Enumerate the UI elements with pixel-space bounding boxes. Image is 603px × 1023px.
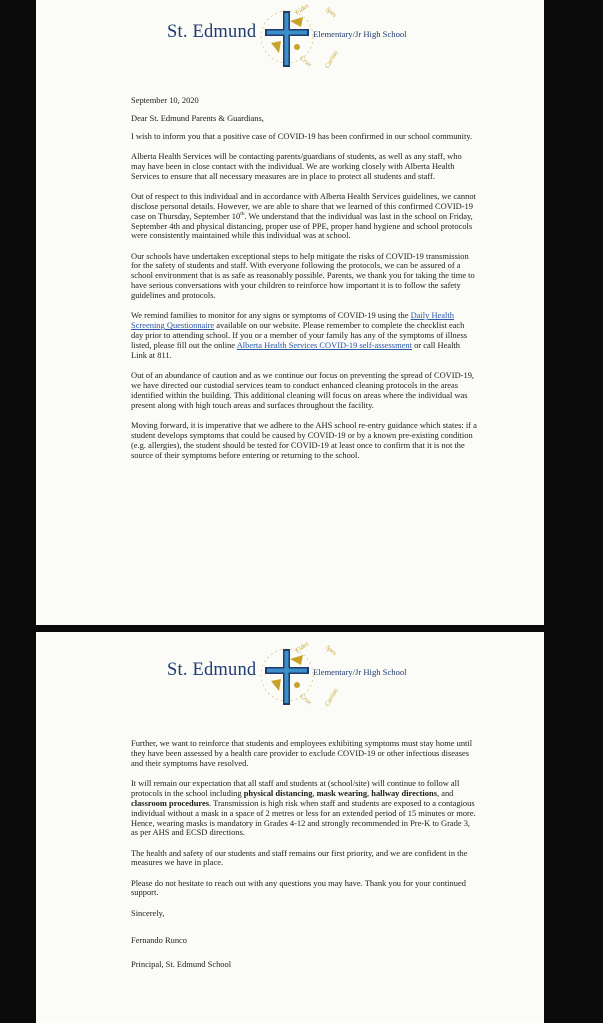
crest-word: Caritas bbox=[323, 49, 340, 70]
school-name: St. Edmund bbox=[167, 22, 257, 42]
paragraph: Out of an abundance of caution and as we continue our focus on preventing the spread of COVID-19, we have directed our custodial services team to conduct enhanced cleaning protocols in the areas identified within the building. This additional cleaning will focus on areas where the individual was present along with high touch areas and surfaces throughout the facility. bbox=[131, 369, 475, 410]
bold-run: classroom procedures bbox=[131, 797, 210, 808]
crest-word: Crux bbox=[298, 692, 313, 707]
salutation: Dear St. Edmund Parents & Guardians, bbox=[131, 112, 264, 123]
paragraph: Please do not hesitate to reach out with any questions you may have. Thank you for your continued support. bbox=[131, 877, 466, 898]
crest-word: Spes bbox=[324, 5, 338, 20]
letter-body-2 bbox=[131, 739, 477, 980]
letter-page-1 bbox=[36, 0, 544, 625]
paragraph bbox=[131, 779, 477, 838]
paragraph: Further, we want to reinforce that students and employees exhibiting symptoms must stay home until they have been assessed by a health care provider to exclude COVID-19 or other infectious diseases and their symptoms have resolved. bbox=[131, 738, 473, 768]
text-run: or call Health Link at 811. bbox=[131, 339, 460, 360]
text-run: Out of respect to this individual and in accordance with Alberta Health Services guidelines, we cannot disclose personal details. However, we are able to share that we learned of this confirmed COVID-19 case on Thursday, September 10 bbox=[131, 190, 476, 221]
bold-run: mask wearing bbox=[316, 787, 368, 798]
paragraph: Moving forward, it is imperative that we adhere to the AHS school re-entry guidance which states: if a student develops symptoms that could be caused by COVID-19 or by a known pre-existing condition (e.g. allergies), the student should be tested for COVID-19 at least once to confirm that it is not the source of their symptoms before entering or returning to the school. bbox=[131, 419, 477, 460]
crest-word: Fides bbox=[294, 640, 311, 655]
paragraph: I wish to inform you that a positive case of COVID-19 has been confirmed in our school community. bbox=[131, 130, 473, 141]
letter-page-2 bbox=[36, 632, 544, 1023]
bold-run: physical distancing bbox=[243, 787, 313, 798]
crest-word: Spes bbox=[324, 643, 338, 658]
signer-title: Principal, St. Edmund School bbox=[131, 959, 232, 970]
crest-word: Fides bbox=[294, 2, 311, 17]
paragraph: Alberta Health Services will be contacting parents/guardians of students, as well as any staff, who may have been in close contact with the individual. We are working closely with Alberta Health Services to ensure that all necessary measures are in place to protect all students and staff. bbox=[131, 150, 462, 181]
paragraph: The health and safety of our students and staff remains our first priority, and we are confident in the measures we have in place. bbox=[131, 847, 468, 868]
text-run: , bbox=[312, 787, 317, 798]
ahs-self-assessment-link[interactable]: Alberta Health Services COVID-19 self-assessment bbox=[236, 339, 412, 350]
bold-run: hallway directions bbox=[371, 787, 437, 798]
school-name: St. Edmund bbox=[167, 660, 257, 680]
letterhead bbox=[36, 638, 544, 718]
text-run: . Transmission is high risk when staff and students are exposed to a contagious individual without a mask in a space of 2 metres or less for an extended period of 15 minutes or more. Hence, wearing masks is mandatory in Grades 4-12 and strongly recommended in Pre-K to Grade 3, as per AHS and ECSD directions. bbox=[131, 797, 476, 838]
text-run: , and bbox=[436, 787, 454, 798]
superscript: th bbox=[240, 210, 245, 217]
signer-name: Fernando Runco bbox=[131, 935, 188, 946]
crest-word: Crux bbox=[298, 54, 313, 69]
school-subtitle: Elementary/Jr High School bbox=[313, 667, 407, 677]
paragraph bbox=[131, 192, 477, 242]
text-run: . We understand that the individual was last in the school on Friday, September 4th and physical distancing, proper use of PPE, proper hand hygiene and school protocols were consistently maintained while this individual was at school. bbox=[131, 210, 473, 241]
letter-date: September 10, 2020 bbox=[131, 95, 199, 105]
closing: Sincerely, bbox=[131, 907, 165, 918]
daily-health-screening-link[interactable]: Daily Health Screening Questionnaire bbox=[131, 310, 454, 331]
letterhead bbox=[36, 0, 544, 80]
crest-word: Caritas bbox=[323, 687, 340, 708]
text-run: , bbox=[367, 787, 372, 798]
paragraph: Our schools have undertaken exceptional steps to help mitigate the risks of COVID-19 transmission for the safety of students and staff. With everyone following the protocols, we can be assured of a school environment that is as safe as reasonably possible. Parents, we thank you for taking the time to have serious conversations with your children to reinforce how important it is to follow the safety guidelines and protocols. bbox=[131, 250, 475, 301]
paragraph bbox=[131, 311, 477, 361]
text-run: We remind families to monitor for any signs or symptoms of COVID-19 using the bbox=[131, 310, 411, 321]
text-run: It will remain our expectation that all staff and students at (school/site) will continue to follow all protocols in the school including bbox=[131, 777, 460, 798]
school-subtitle: Elementary/Jr High School bbox=[313, 29, 407, 39]
text-run: available on our website. Please remember to complete the checklist each day prior to attending school. If you or a member of your family has any of the symptoms of illness listed, please fill out the online bbox=[131, 320, 468, 350]
letter-body-1 bbox=[131, 96, 477, 471]
